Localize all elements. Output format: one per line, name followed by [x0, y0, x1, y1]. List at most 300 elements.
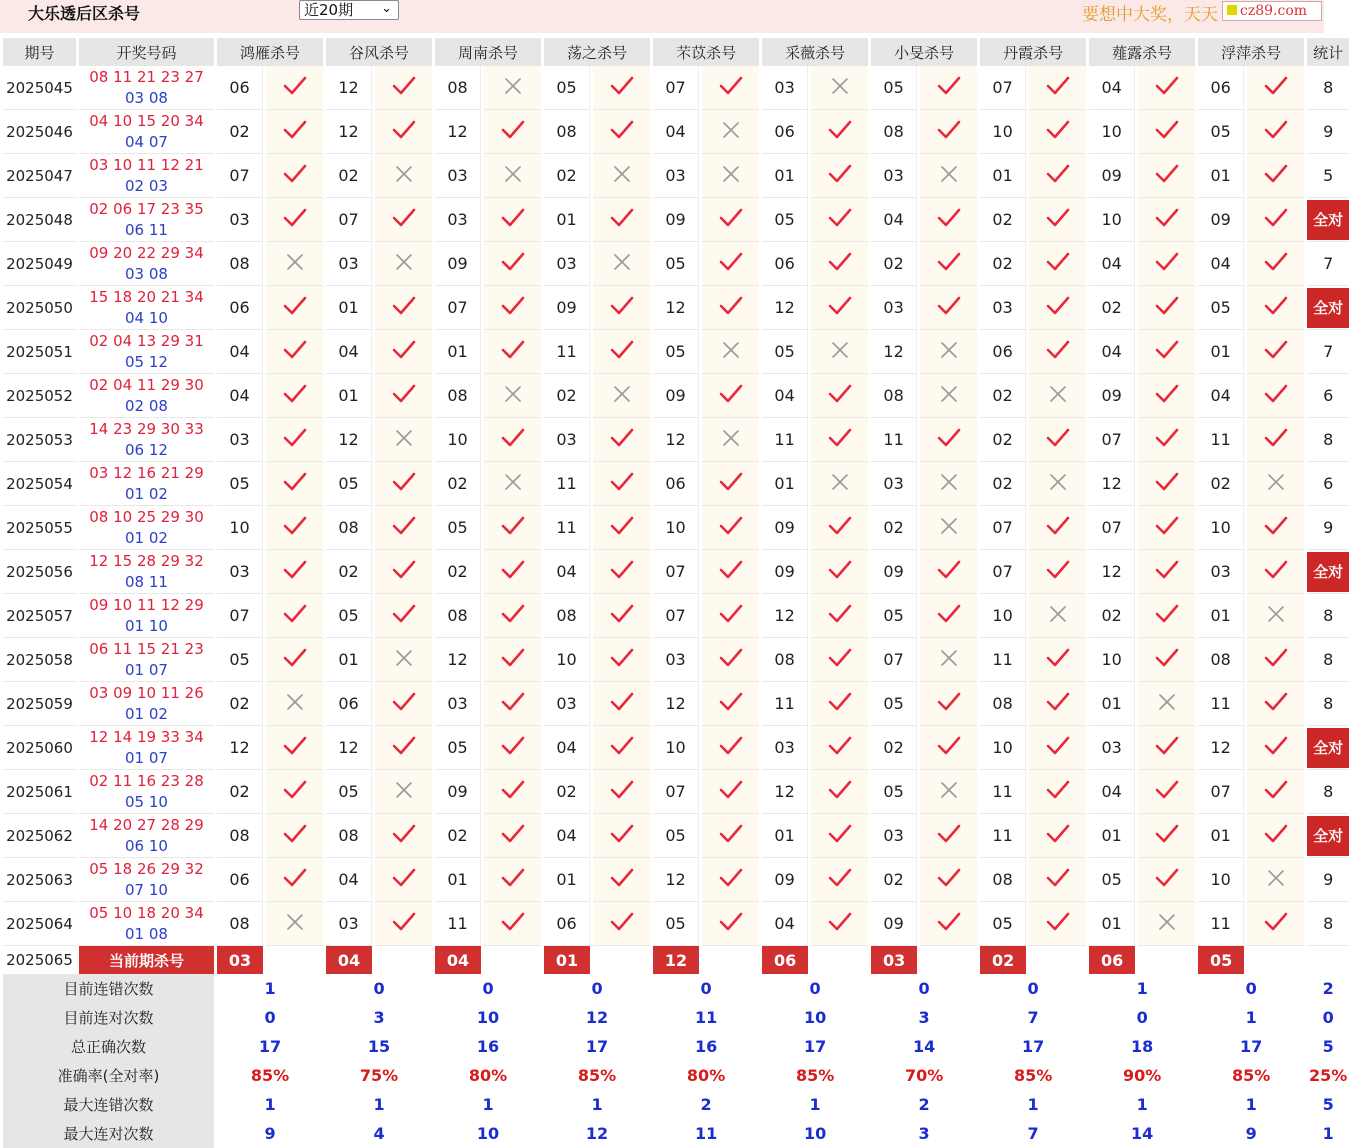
check-icon: [392, 824, 416, 844]
check-icon: [1155, 208, 1179, 228]
result-mark: [266, 418, 323, 462]
summary-value: 1: [264, 1095, 276, 1114]
check-icon: [1155, 604, 1179, 624]
result-mark: [1138, 726, 1195, 770]
stat-cell: 6: [1307, 462, 1349, 506]
cross-icon: [504, 385, 522, 403]
kill-number: 08: [435, 594, 481, 638]
result-mark: [375, 198, 432, 242]
result-mark: [1138, 242, 1195, 286]
result-mark: [1247, 506, 1304, 550]
kill-number-table: [0, 38, 1352, 1148]
back-numbers: 06 11: [125, 220, 168, 239]
summary-label: 最大连对次数: [3, 1119, 214, 1148]
kill-number: 08: [217, 902, 263, 946]
kill-number: 11: [1198, 682, 1244, 726]
kill-number: 03: [871, 154, 917, 198]
summary-row: [3, 1003, 1349, 1032]
front-numbers: 15 18 20 21 34: [89, 287, 204, 306]
kill-number: 02: [326, 154, 372, 198]
check-icon: [1155, 340, 1179, 360]
summary-value: 1: [1027, 1095, 1039, 1114]
check-icon: [937, 76, 961, 96]
result-mark: [1247, 726, 1304, 770]
cross-icon: [286, 913, 304, 931]
check-icon: [392, 560, 416, 580]
check-icon: [828, 648, 852, 668]
result-mark: [920, 418, 977, 462]
kill-number: 05: [871, 770, 917, 814]
summary-value: 0: [1136, 1008, 1148, 1027]
result-mark: [1138, 418, 1195, 462]
kill-number: 10: [1089, 110, 1135, 154]
kill-number: 03: [544, 682, 590, 726]
kill-number: 04: [544, 726, 590, 770]
back-numbers: 01 10: [125, 616, 168, 635]
summary-value: 11: [694, 1124, 718, 1143]
check-icon: [1046, 76, 1070, 96]
table-row: [3, 242, 1349, 286]
summary-row: [3, 1119, 1349, 1148]
check-icon: [392, 384, 416, 404]
result-mark: [593, 638, 650, 682]
draw-cell: [79, 638, 214, 682]
front-numbers: 04 10 15 20 34: [89, 111, 204, 130]
result-mark: [266, 726, 323, 770]
col-expert: 浮萍杀号: [1198, 38, 1304, 66]
result-mark: [1247, 462, 1304, 506]
kill-number: 09: [544, 286, 590, 330]
kill-number: 04: [326, 858, 372, 902]
kill-number: 12: [871, 330, 917, 374]
check-icon: [1264, 164, 1288, 184]
check-icon: [719, 472, 743, 492]
result-mark: [811, 770, 868, 814]
result-mark: [484, 154, 541, 198]
result-mark: [375, 462, 432, 506]
check-icon: [501, 692, 525, 712]
check-icon: [828, 912, 852, 932]
cross-icon: [286, 693, 304, 711]
front-numbers: 08 10 25 29 30: [89, 507, 204, 526]
check-icon: [283, 384, 307, 404]
stat-cell: 6: [1307, 374, 1349, 418]
check-icon: [501, 648, 525, 668]
result-mark: [484, 770, 541, 814]
draw-cell: [79, 286, 214, 330]
check-icon: [283, 868, 307, 888]
kill-number: 11: [980, 638, 1026, 682]
result-mark: [593, 770, 650, 814]
kill-number: 12: [326, 66, 372, 110]
kill-number: 04: [1089, 770, 1135, 814]
front-numbers: 14 20 27 28 29: [89, 815, 204, 834]
kill-number: 04: [1089, 242, 1135, 286]
check-icon: [719, 692, 743, 712]
summary-value: 11: [694, 1008, 718, 1027]
check-icon: [1264, 912, 1288, 932]
kill-number: 07: [1089, 506, 1135, 550]
front-numbers: 02 04 13 29 31: [89, 331, 204, 350]
result-mark: [593, 814, 650, 858]
check-icon: [828, 780, 852, 800]
result-mark: [920, 242, 977, 286]
kill-number: 01: [762, 154, 808, 198]
kill-number: 09: [1198, 198, 1244, 242]
kill-number: 08: [980, 682, 1026, 726]
check-icon: [283, 604, 307, 624]
result-mark: [484, 858, 541, 902]
col-expert: 采薇杀号: [762, 38, 868, 66]
cross-icon: [1049, 473, 1067, 491]
kill-number: 06: [217, 66, 263, 110]
check-icon: [283, 340, 307, 360]
kill-number: 03: [1198, 550, 1244, 594]
result-mark: [375, 374, 432, 418]
result-mark: [1029, 770, 1086, 814]
result-mark: [811, 726, 868, 770]
kill-number: 02: [435, 550, 481, 594]
summary-stat: 1: [1322, 1124, 1334, 1143]
current-kill-number: 06: [1089, 946, 1135, 974]
check-icon: [1264, 692, 1288, 712]
result-mark: [375, 506, 432, 550]
result-mark: [702, 66, 759, 110]
result-mark: [920, 814, 977, 858]
kill-number: 01: [326, 638, 372, 682]
check-icon: [610, 780, 634, 800]
check-icon: [1155, 164, 1179, 184]
back-numbers: 03 08: [125, 264, 168, 283]
period-cell: 2025063: [3, 858, 76, 902]
summary-value: 1: [1136, 979, 1148, 998]
result-mark: [266, 330, 323, 374]
result-mark: [484, 374, 541, 418]
kill-number: 12: [762, 286, 808, 330]
kill-number: 10: [980, 594, 1026, 638]
result-mark: [702, 198, 759, 242]
current-empty-cell: [1138, 946, 1195, 974]
check-icon: [501, 560, 525, 580]
current-empty-cell: [375, 946, 432, 974]
result-mark: [811, 814, 868, 858]
draw-cell: [79, 374, 214, 418]
check-icon: [610, 604, 634, 624]
result-mark: [593, 682, 650, 726]
kill-number: 03: [544, 242, 590, 286]
front-numbers: 12 14 19 33 34: [89, 727, 204, 746]
kill-number: 07: [435, 286, 481, 330]
kill-number: 03: [980, 286, 1026, 330]
check-icon: [392, 692, 416, 712]
check-icon: [828, 164, 852, 184]
result-mark: [920, 462, 977, 506]
check-icon: [1264, 560, 1288, 580]
kill-number: 02: [980, 374, 1026, 418]
check-icon: [937, 252, 961, 272]
summary-value: 16: [476, 1037, 500, 1056]
kill-number: 10: [980, 726, 1026, 770]
result-mark: [266, 506, 323, 550]
back-numbers: 07 10: [125, 880, 168, 899]
front-numbers: 05 10 18 20 34: [89, 903, 204, 922]
kill-number: 01: [435, 858, 481, 902]
result-mark: [266, 462, 323, 506]
result-mark: [593, 66, 650, 110]
check-icon: [828, 252, 852, 272]
result-mark: [1247, 682, 1304, 726]
result-mark: [1029, 330, 1086, 374]
result-mark: [702, 154, 759, 198]
table-row: [3, 902, 1349, 946]
back-numbers: 02 03: [125, 176, 168, 195]
result-mark: [593, 726, 650, 770]
site-logo[interactable]: cz89.com: [1222, 1, 1322, 21]
cross-icon: [940, 473, 958, 491]
check-icon: [828, 428, 852, 448]
kill-number: 03: [326, 242, 372, 286]
result-mark: [1138, 286, 1195, 330]
col-expert: 谷风杀号: [326, 38, 432, 66]
table-row: [3, 770, 1349, 814]
kill-number: 01: [1198, 330, 1244, 374]
period-select[interactable]: [299, 0, 399, 20]
current-empty-cell: [811, 946, 868, 974]
summary-value: 80%: [686, 1066, 726, 1085]
check-icon: [1264, 384, 1288, 404]
result-mark: [920, 550, 977, 594]
kill-number: 03: [326, 902, 372, 946]
kill-number: 12: [1089, 550, 1135, 594]
kill-number: 02: [1198, 462, 1244, 506]
col-expert: 芣苡杀号: [653, 38, 759, 66]
summary-value: 1: [591, 1095, 603, 1114]
check-icon: [719, 296, 743, 316]
draw-cell: [79, 770, 214, 814]
result-mark: [1138, 902, 1195, 946]
summary-value: 1: [264, 979, 276, 998]
check-icon: [283, 296, 307, 316]
kill-number: 05: [653, 242, 699, 286]
check-icon: [1046, 824, 1070, 844]
result-mark: [1029, 638, 1086, 682]
kill-number: 06: [1198, 66, 1244, 110]
current-kill-number: 05: [1198, 946, 1244, 974]
front-numbers: 08 11 21 23 27: [89, 67, 204, 86]
result-mark: [1138, 110, 1195, 154]
kill-number: 06: [653, 462, 699, 506]
result-mark: [811, 462, 868, 506]
summary-value: 0: [591, 979, 603, 998]
result-mark: [484, 462, 541, 506]
summary-value: 1: [1245, 1095, 1257, 1114]
cross-icon: [1267, 605, 1285, 623]
result-mark: [1247, 594, 1304, 638]
kill-number: 07: [217, 154, 263, 198]
kill-number: 08: [871, 374, 917, 418]
kill-number: 08: [435, 66, 481, 110]
check-icon: [719, 516, 743, 536]
kill-number: 09: [1089, 154, 1135, 198]
summary-value: 85%: [1013, 1066, 1053, 1085]
stat-cell: 9: [1307, 110, 1349, 154]
result-mark: [1029, 154, 1086, 198]
check-icon: [392, 912, 416, 932]
summary-value: 10: [476, 1124, 500, 1143]
kill-number: 02: [217, 682, 263, 726]
summary-value: 3: [918, 1008, 930, 1027]
check-icon: [1155, 428, 1179, 448]
kill-number: 12: [762, 770, 808, 814]
period-cell: 2025046: [3, 110, 76, 154]
summary-value: 10: [803, 1008, 827, 1027]
period-cell: 2025047: [3, 154, 76, 198]
summary-value: 1: [809, 1095, 821, 1114]
col-expert: 鸿雁杀号: [217, 38, 323, 66]
table-row: [3, 110, 1349, 154]
current-empty-cell: [266, 946, 323, 974]
kill-number: 05: [435, 726, 481, 770]
check-icon: [719, 736, 743, 756]
check-icon: [501, 340, 525, 360]
cross-icon: [1267, 869, 1285, 887]
check-icon: [828, 560, 852, 580]
kill-number: 01: [1089, 902, 1135, 946]
check-icon: [1264, 516, 1288, 536]
current-empty-cell: [702, 946, 759, 974]
result-mark: [920, 286, 977, 330]
promo-text[interactable]: 要想中大奖，天天: [1082, 5, 1218, 25]
kill-number: 08: [871, 110, 917, 154]
kill-number: 09: [762, 506, 808, 550]
kill-number: 05: [1089, 858, 1135, 902]
result-mark: [593, 286, 650, 330]
kill-number: 02: [217, 770, 263, 814]
result-mark: [1029, 110, 1086, 154]
summary-value: 0: [700, 979, 712, 998]
period-cell: 2025059: [3, 682, 76, 726]
back-numbers: 04 10: [125, 308, 168, 327]
summary-value: 12: [585, 1124, 609, 1143]
result-mark: [811, 550, 868, 594]
result-mark: [266, 902, 323, 946]
summary-value: 14: [912, 1037, 936, 1056]
result-mark: [811, 374, 868, 418]
check-icon: [1046, 252, 1070, 272]
kill-number: 10: [653, 726, 699, 770]
check-icon: [610, 428, 634, 448]
kill-number: 07: [653, 550, 699, 594]
kill-number: 02: [871, 858, 917, 902]
cross-icon: [940, 385, 958, 403]
period-cell: 2025052: [3, 374, 76, 418]
cross-icon: [831, 341, 849, 359]
cross-icon: [504, 77, 522, 95]
summary-label: 总正确次数: [3, 1032, 214, 1061]
table-row: [3, 66, 1349, 110]
kill-number: 03: [217, 198, 263, 242]
result-mark: [484, 198, 541, 242]
col-stat: 统计: [1307, 38, 1349, 66]
check-icon: [283, 164, 307, 184]
kill-number: 02: [871, 242, 917, 286]
table-row: [3, 330, 1349, 374]
front-numbers: 06 11 15 21 23: [89, 639, 204, 658]
check-icon: [1046, 428, 1070, 448]
stat-cell: 9: [1307, 858, 1349, 902]
cross-icon: [722, 341, 740, 359]
kill-number: 04: [217, 374, 263, 418]
period-cell: 2025055: [3, 506, 76, 550]
summary-stat: 5: [1322, 1095, 1334, 1114]
summary-value: 17: [585, 1037, 609, 1056]
kill-number: 09: [653, 374, 699, 418]
summary-value: 18: [1131, 1037, 1154, 1056]
kill-number: 04: [544, 550, 590, 594]
front-numbers: 03 09 10 11 26: [89, 683, 204, 702]
check-icon: [1046, 692, 1070, 712]
result-mark: [702, 418, 759, 462]
result-mark: [484, 550, 541, 594]
summary-value: 90%: [1122, 1066, 1162, 1085]
check-icon: [1264, 340, 1288, 360]
kill-number: 12: [435, 638, 481, 682]
result-mark: [920, 858, 977, 902]
summary-value: 3: [373, 1008, 385, 1027]
kill-number: 03: [653, 154, 699, 198]
check-icon: [1264, 252, 1288, 272]
result-mark: [702, 594, 759, 638]
kill-number: 07: [217, 594, 263, 638]
check-icon: [1046, 340, 1070, 360]
result-mark: [1138, 550, 1195, 594]
result-mark: [375, 550, 432, 594]
kill-number: 05: [217, 462, 263, 506]
result-mark: [1029, 726, 1086, 770]
kill-number: 08: [544, 110, 590, 154]
summary-row: [3, 974, 1349, 1003]
check-icon: [937, 912, 961, 932]
back-numbers: 05 12: [125, 352, 168, 371]
result-mark: [1138, 462, 1195, 506]
result-mark: [593, 198, 650, 242]
stat-cell: [1307, 198, 1349, 242]
kill-number: 02: [544, 374, 590, 418]
result-mark: [811, 902, 868, 946]
check-icon: [937, 296, 961, 316]
check-icon: [610, 868, 634, 888]
result-mark: [484, 330, 541, 374]
kill-number: 09: [871, 902, 917, 946]
kill-number: 08: [217, 814, 263, 858]
result-mark: [593, 242, 650, 286]
result-mark: [1247, 286, 1304, 330]
table-row: [3, 462, 1349, 506]
table-row: [3, 550, 1349, 594]
stat-cell: 7: [1307, 330, 1349, 374]
kill-number: 10: [1198, 506, 1244, 550]
back-numbers: 01 02: [125, 528, 168, 547]
result-mark: [1247, 418, 1304, 462]
check-icon: [1046, 648, 1070, 668]
result-mark: [375, 154, 432, 198]
result-mark: [375, 418, 432, 462]
kill-number: 03: [762, 66, 808, 110]
result-mark: [266, 814, 323, 858]
cross-icon: [831, 77, 849, 95]
result-mark: [702, 330, 759, 374]
check-icon: [1264, 120, 1288, 140]
